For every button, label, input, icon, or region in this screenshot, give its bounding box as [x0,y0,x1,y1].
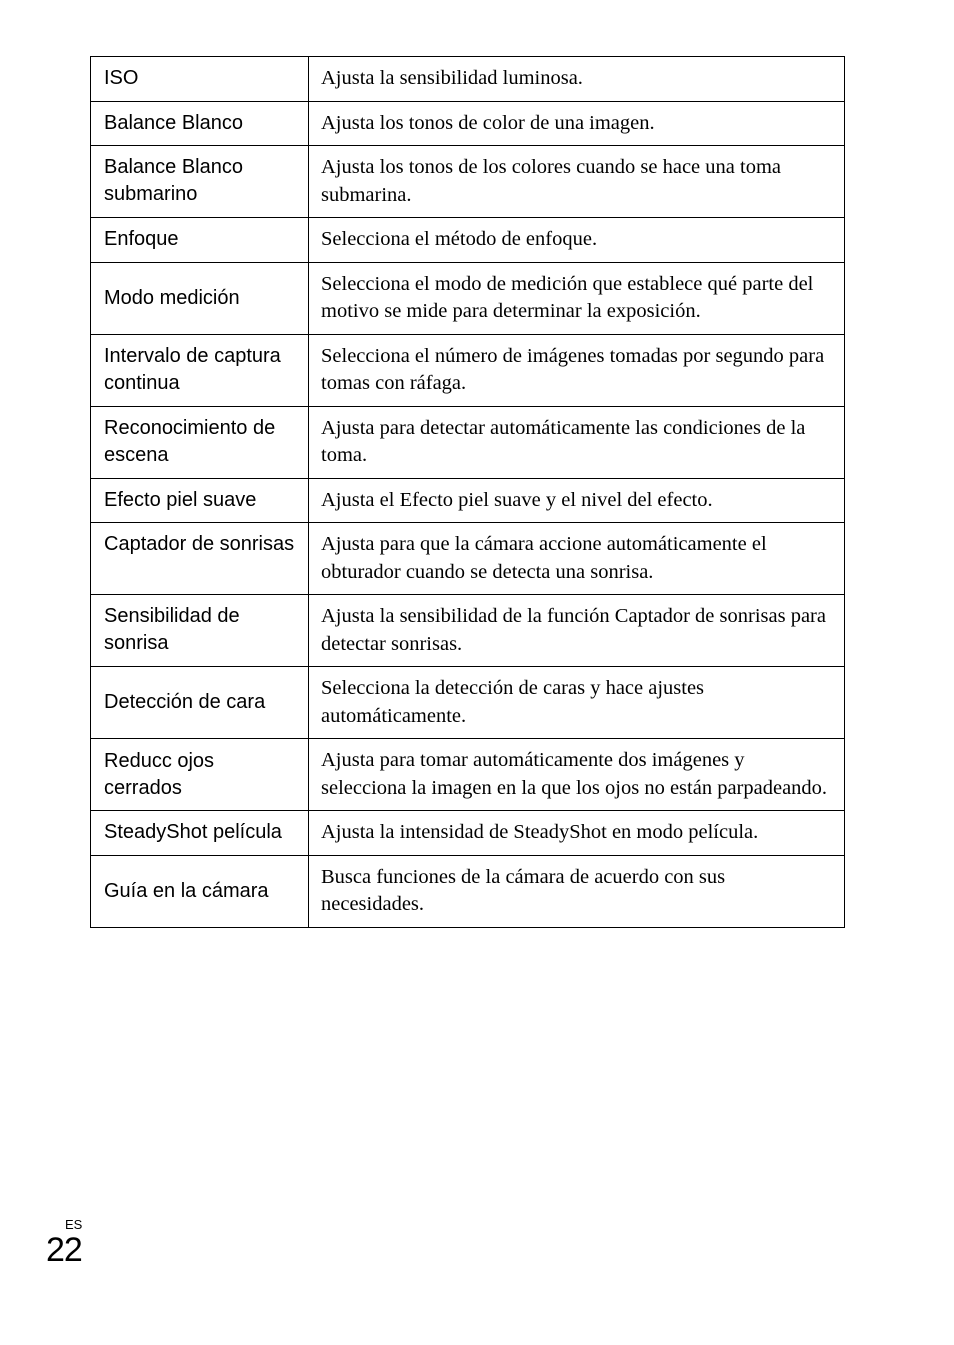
setting-name: ISO [91,57,309,102]
setting-description: Ajusta la sensibilidad luminosa. [309,57,845,102]
table-row [91,57,845,102]
table-row [91,146,845,218]
table-row [91,406,845,478]
setting-description: Ajusta el Efecto piel suave y el nivel del efecto. [309,478,845,523]
table-row [91,478,845,523]
setting-description: Selecciona el número de imágenes tomadas por segundo para tomas con ráfaga. [309,334,845,406]
table-row [91,334,845,406]
setting-name: Captador de sonrisas [91,523,309,595]
setting-name: Balance Blanco [91,101,309,146]
setting-name: Enfoque [91,218,309,263]
setting-name: Balance Blanco submarino [91,146,309,218]
setting-name: Detección de cara [91,667,309,739]
setting-description: Ajusta la sensibilidad de la función Captador de sonrisas para detectar sonrisas. [309,595,845,667]
table-row [91,667,845,739]
setting-description: Selecciona la detección de caras y hace ajustes automáticamente. [309,667,845,739]
setting-name: Reconocimiento de escena [91,406,309,478]
setting-description: Ajusta para detectar automáticamente las condiciones de la toma. [309,406,845,478]
settings-table [90,56,845,928]
setting-name: SteadyShot película [91,811,309,856]
table-row [91,523,845,595]
table-row [91,811,845,856]
setting-name: Intervalo de captura continua [91,334,309,406]
table-row [91,262,845,334]
setting-description: Selecciona el método de enfoque. [309,218,845,263]
language-code: ES [65,1217,83,1232]
setting-description: Busca funciones de la cámara de acuerdo con sus necesidades. [309,855,845,927]
setting-description: Ajusta los tonos de los colores cuando se hace una toma submarina. [309,146,845,218]
page-number: 22 [46,1231,82,1269]
table-row [91,855,845,927]
setting-description: Ajusta para que la cámara accione automáticamente el obturador cuando se detecta una sonrisa. [309,523,845,595]
setting-name: Guía en la cámara [91,855,309,927]
table-row [91,595,845,667]
setting-name: Sensibilidad de sonrisa [91,595,309,667]
setting-name: Modo medición [91,262,309,334]
table-row [91,739,845,811]
setting-description: Ajusta para tomar automáticamente dos imágenes y selecciona la imagen en la que los ojos no están parpadeando. [309,739,845,811]
setting-description: Ajusta los tonos de color de una imagen. [309,101,845,146]
page-footer [46,1218,82,1268]
setting-description: Selecciona el modo de medición que establece qué parte del motivo se mide para determinar la exposición. [309,262,845,334]
table-row [91,218,845,263]
setting-name: Efecto piel suave [91,478,309,523]
table-row [91,101,845,146]
setting-name: Reducc ojos cerrados [91,739,309,811]
setting-description: Ajusta la intensidad de SteadyShot en modo película. [309,811,845,856]
